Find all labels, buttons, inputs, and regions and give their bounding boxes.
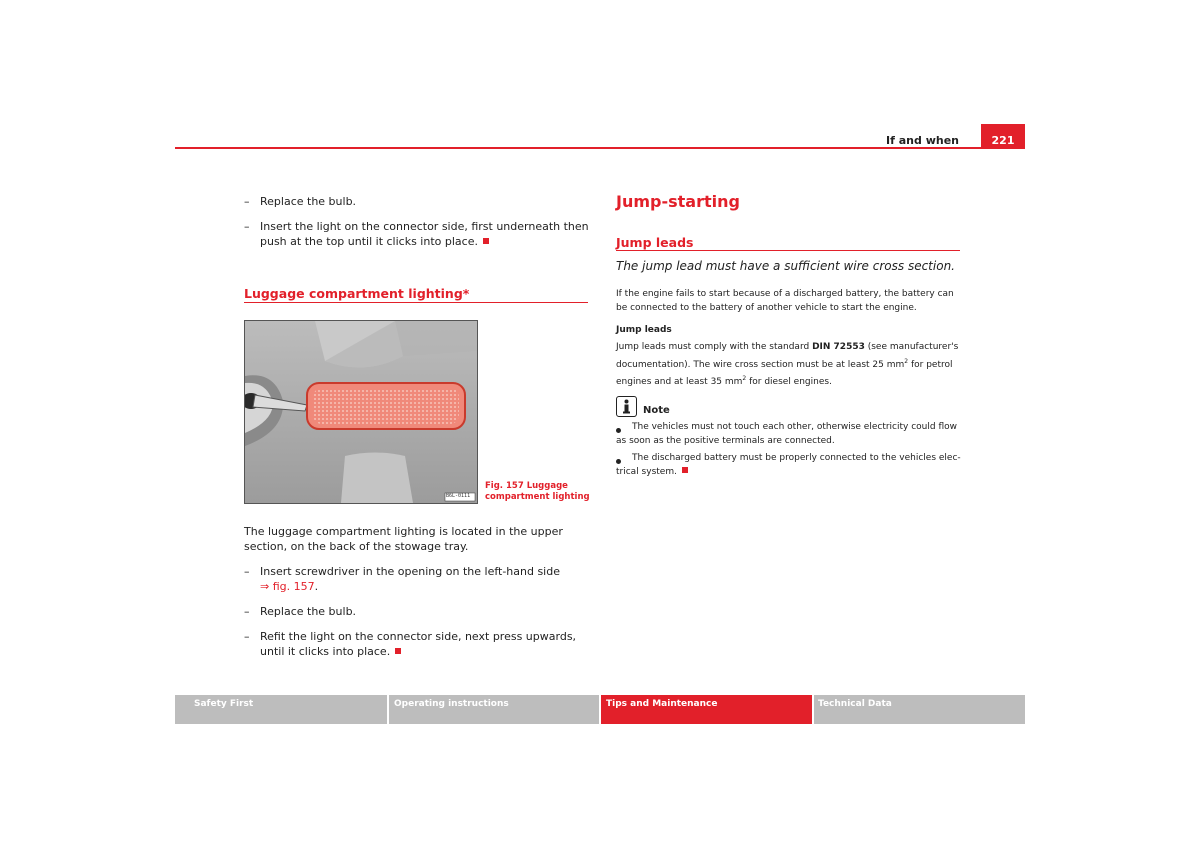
bullet-point	[616, 425, 621, 439]
tab-operating-instructions[interactable]: Operating instructions	[389, 695, 599, 724]
step-replace-bulb-2	[244, 604, 589, 619]
sub-heading-jump-leads: Jump leads	[616, 235, 694, 250]
tab-technical-data[interactable]: Technical Data	[814, 695, 1025, 724]
jump-leads-subhead: Jump leads	[616, 325, 672, 335]
figure-caption-line: compartment lighting	[485, 492, 590, 502]
step-replace-bulb	[244, 194, 589, 209]
step-text: Refit the light on the connector side, next press upwards, until it clicks into place.	[260, 630, 577, 658]
step-text: Replace the bulb.	[260, 605, 357, 618]
end-of-section-mark	[682, 467, 688, 473]
lead-statement: The jump lead must have a sufficient wire cross section.	[616, 259, 955, 273]
figure-reference-link[interactable]: ⇒ fig. 157	[260, 580, 315, 593]
section-heading-luggage-lighting: Luggage compartment lighting*	[244, 286, 470, 301]
dash-marker: –	[244, 195, 250, 208]
figure-code: B6L-0111	[446, 493, 471, 499]
paragraph-text: (see manufacturer's documentation). The wire cross section must be at least 25 mm	[616, 342, 959, 370]
paragraph-text: for diesel engines.	[746, 377, 832, 387]
note-bullet-item	[616, 452, 961, 479]
sub-heading-rule	[616, 250, 960, 251]
info-icon	[616, 396, 637, 417]
note-bullet-text: The vehicles must not touch each other, otherwise electricity could flow as soon as the positive terminals are connected.	[616, 422, 957, 446]
page-number: 221	[981, 124, 1025, 148]
step-text: Insert screwdriver in the opening on the left-hand side	[260, 565, 560, 578]
tab-safety-first[interactable]: Safety First	[175, 695, 387, 724]
dash-marker: –	[244, 605, 250, 618]
superscript: 2	[742, 375, 747, 382]
note-bullet-text: The discharged battery must be properly connected to the vehicles elec- trical system.	[616, 453, 961, 477]
jump-start-intro: If the engine fails to start because of a discharged battery, the battery can be connected to the battery of another vehicle to start the engine.	[616, 289, 954, 313]
figure-caption	[485, 481, 590, 503]
standard-number: DIN 72553	[812, 342, 865, 352]
note-label: Note	[643, 405, 670, 416]
header-rule	[175, 147, 1025, 149]
luggage-intro-paragraph: The luggage compartment lighting is located in the upper section, on the back of the stowage tray.	[244, 525, 563, 553]
header-title: If and when	[886, 134, 959, 147]
end-of-section-mark	[483, 238, 489, 244]
figure-luggage-lighting	[244, 320, 478, 504]
paragraph-text: for petrol engines and at least 35 mm	[616, 359, 953, 387]
note-bullet-item	[616, 421, 961, 448]
jump-leads-standard-paragraph	[616, 341, 961, 390]
step-refit-light	[244, 629, 589, 659]
info-icon-glyph	[617, 397, 636, 416]
dash-marker: –	[244, 220, 250, 233]
dash-marker: –	[244, 630, 250, 643]
step-text: Replace the bulb.	[260, 195, 357, 208]
step-text: Insert the light on the connector side, first underneath then push at the top until it clicks into place.	[260, 220, 589, 248]
tab-tips-and-maintenance[interactable]: Tips and Maintenance	[601, 695, 812, 724]
end-of-section-mark	[395, 648, 401, 654]
superscript: 2	[904, 357, 909, 365]
step-insert-screwdriver: – Insert screwdriver in the opening on the left-hand side ⇒ fig. 157.	[244, 565, 560, 593]
bullet-point	[616, 456, 621, 470]
main-heading-jump-starting: Jump-starting	[616, 192, 740, 211]
section-heading-rule	[244, 302, 588, 303]
dash-marker: –	[244, 565, 250, 578]
paragraph-text: Jump leads must comply with the standard	[616, 342, 813, 352]
step-insert-light	[244, 219, 589, 249]
luggage-light-illustration	[245, 321, 477, 503]
figure-caption-line: Fig. 157 Luggage	[485, 481, 568, 491]
